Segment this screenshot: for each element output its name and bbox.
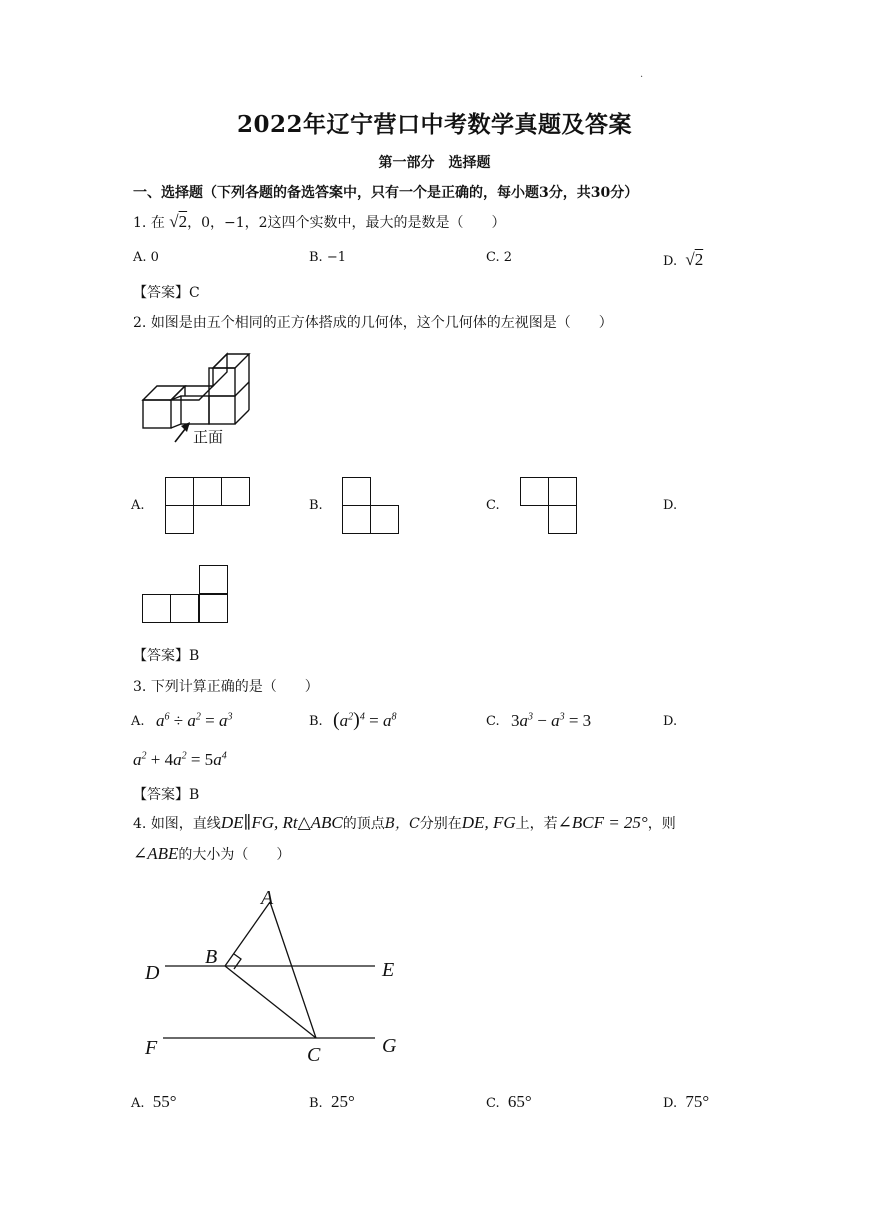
- segment-bc: [225, 966, 316, 1038]
- label-f: F: [145, 1037, 158, 1059]
- q1-sqrt: √2: [169, 212, 188, 231]
- q3-option-d-label: D.: [663, 714, 678, 729]
- q3-option-a-label: A.: [131, 714, 145, 729]
- q1-number: 1.: [133, 215, 147, 231]
- q2-option-b-label: B.: [309, 498, 323, 513]
- q4-geometry-figure: [135, 880, 415, 1070]
- q1-option-d: D. √2: [663, 250, 704, 269]
- question-4-line-2: ∠ABE的大小为（ ）: [133, 844, 291, 863]
- q3-option-a-expr: $a^6 \div a^2 = a^3$: [156, 711, 233, 730]
- q1-option-a: A. 0: [133, 250, 159, 265]
- q3-option-b-expr: $(a^2)^4 = a^8$: [333, 709, 397, 731]
- segment-ac: [270, 902, 316, 1038]
- question-1: [133, 212, 506, 232]
- q4-option-b: B. 25°: [309, 1092, 355, 1111]
- label-g: G: [382, 1035, 397, 1057]
- q1-text-a: 在: [150, 215, 165, 231]
- q2-option-c-label: C.: [486, 498, 500, 513]
- q3-option-d-expr: $a^2 + 4a^2 = 5a^4$: [133, 750, 227, 769]
- q3-option-c-label: C.: [486, 714, 500, 729]
- question-2: 2. 如图是由五个相同的正方体搭成的几何体，这个几何体的左视图是（ ）: [133, 315, 613, 331]
- label-a: A: [261, 887, 274, 909]
- q4-option-a: A. 55°: [131, 1092, 177, 1111]
- header-mark: ·: [640, 72, 644, 83]
- q2-option-d-label: D.: [663, 498, 678, 513]
- q3-answer: 【答案】B: [133, 787, 200, 803]
- right-angle-mark: [234, 954, 241, 969]
- label-c: C: [307, 1044, 321, 1066]
- page-title: 2022年辽宁营口中考数学真题及答案: [236, 111, 632, 138]
- label-d: D: [145, 962, 160, 984]
- q2-solid-figure: [135, 346, 275, 450]
- q2-answer: 【答案】B: [133, 648, 200, 664]
- q1-answer: 【答案】C: [133, 285, 200, 301]
- label-b: B: [205, 946, 218, 968]
- front-label: 正面: [193, 430, 224, 446]
- label-e: E: [382, 959, 395, 981]
- segment-ab: [225, 902, 270, 966]
- q4-option-d: D. 75°: [663, 1092, 710, 1111]
- q1-text-b: ，0，−1，2这四个实数中，最大的是数是（ ）: [187, 215, 506, 231]
- q1-option-b: B. −1: [309, 250, 346, 265]
- q4-option-c: C. 65°: [486, 1092, 532, 1111]
- q2-option-a-label: A.: [131, 498, 145, 513]
- q3-option-b-label: B.: [309, 714, 323, 729]
- part-title: 第一部分 选择题: [378, 155, 491, 171]
- section-heading: 一、选择题（下列各题的备选答案中，只有一个是正确的，每小题3分，共30分）: [133, 185, 639, 201]
- question-4: 4. 如图，直线DE∥FG, Rt△ABC的顶点B，C分别在DE, FG上，若∠BCF = 25°，则: [133, 813, 676, 832]
- q3-option-c-expr: $3a^3 - a^3 = 3$: [511, 711, 592, 730]
- question-3: 3. 下列计算正确的是（ ）: [133, 679, 319, 695]
- q1-option-c: C. 2: [486, 250, 513, 265]
